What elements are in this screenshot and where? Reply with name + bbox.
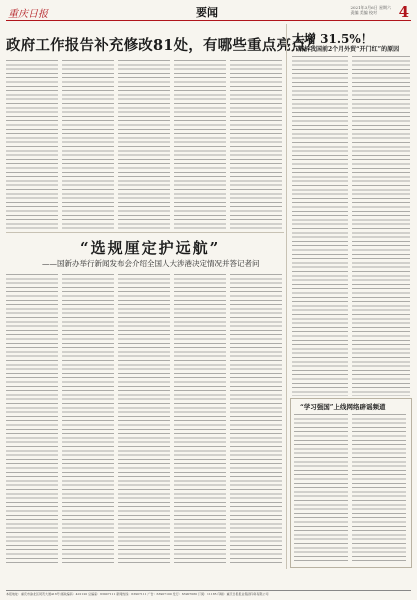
masthead <box>6 4 411 21</box>
article-body-col-2 <box>62 60 114 230</box>
footer-info: 本报地址：重庆市渝北区同茂大道416号 邮政编码：401120 总编室：63907111 新闻热线：63907111 广告：63907100 发行：63907080 订阅：11185 印刷：重庆日报报业集团印务有限公司 <box>6 590 411 599</box>
column-divider <box>286 24 287 569</box>
article-body-col-3 <box>118 60 170 230</box>
section-divider <box>6 232 284 233</box>
article-headline-hongkong: “选规厘定护远航” <box>80 239 221 257</box>
box-body-col-1 <box>294 414 348 562</box>
section-title: 要闻 <box>196 6 218 19</box>
trade-body-col-2 <box>352 56 410 396</box>
dateline <box>350 5 391 15</box>
trade-body-col-1 <box>292 56 348 396</box>
dateline-editors: 责编 美编 校对 <box>350 10 377 15</box>
hk-body-col-2 <box>62 274 114 564</box>
box-body-col-2 <box>352 414 406 562</box>
article-body-col-4 <box>174 60 226 230</box>
article-subhead-trade: 解析我国前2个月外贸“开门红”的原因 <box>298 46 400 53</box>
page-number: 4 <box>398 3 409 21</box>
box-headline: “学习强国”上线网络辟谣频道 <box>300 403 386 411</box>
article-headline-trade: 大增 31.5%！ <box>292 32 373 46</box>
hk-body-col-1 <box>6 274 58 564</box>
article-headline-government-report: 政府工作报告补充修改81处，有哪些重点亮点？ <box>6 37 321 54</box>
article-body-col-5 <box>230 60 282 230</box>
article-body-col-1 <box>6 60 58 230</box>
hk-body-col-4 <box>174 274 226 564</box>
hk-body-col-3 <box>118 274 170 564</box>
article-subhead-hongkong: ——国新办举行新闻发布会介绍全国人大涉港决定情况并答记者问 <box>42 259 260 268</box>
dateline-date: 2021年3月6日 星期六 <box>350 5 391 10</box>
newspaper-logo: 重庆日报 <box>8 9 48 20</box>
hk-body-col-5 <box>230 274 282 564</box>
